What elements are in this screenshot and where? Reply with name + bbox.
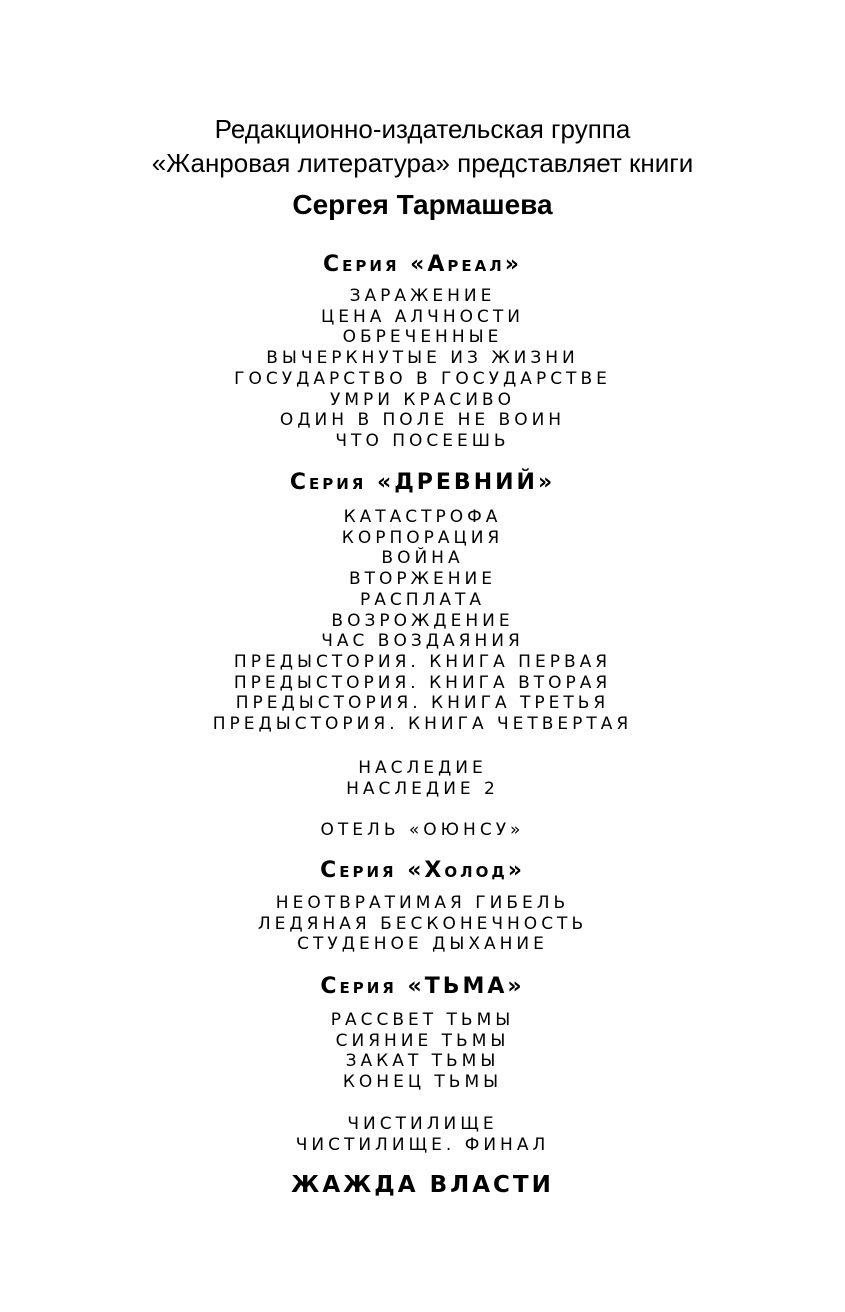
series-list-areal	[0, 286, 845, 452]
book-title: РАСПЛАТА	[360, 589, 485, 610]
publisher-line: Редакционно-издательская группа	[214, 114, 631, 144]
book-title: ПРЕДЫСТОРИЯ. КНИГА ПЕРВАЯ	[233, 651, 612, 672]
book-title: СТУДЕНОЕ ДЫХАНИЕ	[297, 934, 548, 955]
standalone-nasledie	[0, 758, 845, 799]
series-list-tma	[0, 1010, 845, 1093]
book-title: ЧИСТИЛИЩЕ	[347, 1114, 498, 1134]
book-title: ОДИН В ПОЛЕ НЕ ВОИН	[279, 410, 566, 431]
book-title: ЧТО ПОСЕЕШЬ	[335, 430, 510, 451]
book-title: ЧИСТИЛИЩЕ. ФИНАЛ	[295, 1134, 550, 1155]
book-title: ГОСУДАРСТВО В ГОСУДАРСТВЕ	[234, 368, 611, 389]
book-title: ЧАС ВОЗДАЯНИЯ	[321, 631, 524, 652]
series-list-drevniy	[0, 507, 845, 735]
book-title: РАССВЕТ ТЬМЫ	[330, 1010, 515, 1030]
book-title: НАСЛЕДИЕ	[358, 758, 487, 778]
book-title: КОНЕЦ ТЬМЫ	[342, 1072, 503, 1093]
book-title: ОТЕЛЬ «ОЮНСУ»	[320, 820, 525, 840]
book-title: ВЫЧЕРКНУТЫЕ ИЗ ЖИЗНИ	[266, 348, 579, 369]
book-title: ЛЕДЯНАЯ БЕСКОНЕЧНОСТЬ	[257, 913, 588, 934]
book-title: СИЯНИЕ ТЬМЫ	[335, 1030, 510, 1051]
book-title: ВТОРЖЕНИЕ	[349, 569, 496, 590]
book-title: УМРИ КРАСИВО	[330, 389, 515, 410]
book-title: ЗАРАЖЕНИЕ	[349, 286, 496, 306]
book-title: ВОЙНА	[381, 548, 464, 569]
final-book-title: ЖАЖДА ВЛАСТИ	[291, 1172, 554, 1198]
book-title: ПРЕДЫСТОРИЯ. КНИГА ЧЕТВЕРТАЯ	[212, 714, 633, 735]
series-list-holod	[0, 893, 845, 955]
book-title: ВОЗРОЖДЕНИЕ	[331, 610, 514, 631]
author-name: Сергея Тармашева	[292, 189, 553, 220]
standalone-chistilische	[0, 1114, 845, 1155]
book-title: КОРПОРАЦИЯ	[341, 527, 504, 548]
book-title: ЦЕНА АЛЧНОСТИ	[321, 306, 524, 327]
series-heading-tma: Серия «ТЬМА»	[320, 974, 525, 999]
series-heading-drevniy: Серия «ДРЕВНИЙ»	[289, 470, 556, 495]
imprint-line: «Жанровая литература» представляет книги	[151, 148, 694, 178]
book-title: НАСЛЕДИЕ 2	[346, 778, 499, 799]
standalone-hotel	[0, 820, 845, 841]
series-heading-holod: Серия «Холод»	[320, 858, 525, 883]
series-heading-areal: Серия «Ареал»	[323, 252, 522, 277]
book-title: ЗАКАТ ТЬМЫ	[345, 1051, 500, 1072]
book-title: НЕОТВРАТИМАЯ ГИБЕЛЬ	[275, 893, 570, 913]
book-title: ОБРЕЧЕННЫЕ	[342, 327, 503, 348]
book-title: КАТАСТРОФА	[343, 507, 502, 527]
book-title: ПРЕДЫСТОРИЯ. КНИГА ТРЕТЬЯ	[235, 693, 610, 714]
book-title: ПРЕДЫСТОРИЯ. КНИГА ВТОРАЯ	[233, 672, 612, 693]
